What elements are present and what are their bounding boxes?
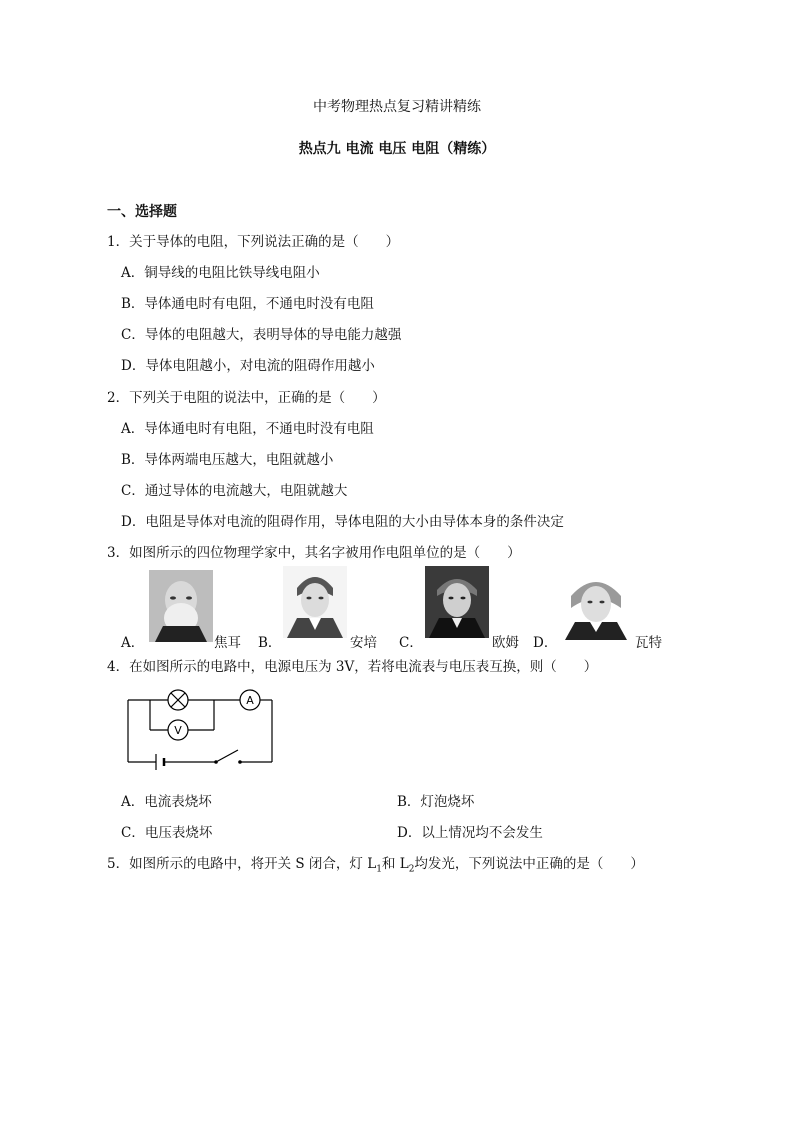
question-3-option-a-name: 焦耳 xyxy=(214,635,241,651)
question-3-option-b-letter: B． xyxy=(258,635,282,651)
question-4-option-a: A．电流表烧坏 xyxy=(121,794,212,810)
subscript-2: 2 xyxy=(408,864,415,875)
question-3-option-b-name: 安培 xyxy=(350,635,377,651)
question-2-option-a: A．导体通电时有电阻，不通电时没有电阻 xyxy=(121,421,374,437)
question-1-option-c: C．导体的电阻越大，表明导体的导电能力越强 xyxy=(121,327,402,343)
lamp-symbol xyxy=(168,690,188,710)
battery-symbol xyxy=(156,754,164,770)
question-3-stem: 3．如图所示的四位物理学家中，其名字被用作电阻单位的是（ ） xyxy=(107,545,521,561)
portrait-ampere-image xyxy=(283,566,347,638)
question-2-option-b: B．导体两端电压越大，电阻就越小 xyxy=(121,452,334,468)
ammeter-symbol xyxy=(240,690,260,710)
question-4-option-d: D．以上情况均不会发生 xyxy=(397,825,543,841)
question-4-stem: 4．在如图所示的电路中，电源电压为 3V，若将电流表与电压表互换，则（ ） xyxy=(107,659,598,675)
question-2-option-c: C．通过导体的电流越大，电阻就越大 xyxy=(121,483,348,499)
question-4-circuit-diagram xyxy=(120,680,280,780)
portrait-ohm-image xyxy=(425,566,489,638)
question-3-option-c-letter: C． xyxy=(399,635,423,651)
section-title: 一、选择题 xyxy=(107,204,177,220)
question-1-option-d: D．导体电阻越小，对电流的阻碍作用越小 xyxy=(121,358,375,374)
portrait-joule-image xyxy=(149,570,213,642)
page-subtitle: 热点九 电流 电压 电阻（精练） xyxy=(298,141,496,157)
question-3-option-d-letter: D． xyxy=(533,635,558,651)
voltmeter-label: V xyxy=(174,724,182,737)
question-2-option-d: D．电阻是导体对电流的阻碍作用，导体电阻的大小由导体本身的条件决定 xyxy=(121,514,564,530)
question-1-option-a: A．铜导线的电阻比铁导线电阻小 xyxy=(121,265,320,281)
voltmeter-symbol xyxy=(168,720,188,740)
question-1-option-b: B．导体通电时有电阻，不通电时没有电阻 xyxy=(121,296,374,312)
question-4-option-b: B．灯泡烧坏 xyxy=(397,794,475,810)
question-5-stem xyxy=(107,852,644,875)
question-3-option-c-name: 欧姆 xyxy=(492,635,519,651)
question-3-option-d-name: 瓦特 xyxy=(635,635,662,651)
subscript-1: 1 xyxy=(376,864,382,875)
question-5-stem-part-1: 5．如图所示的电路中，将开关 S 闭合，灯 L xyxy=(107,856,377,872)
question-1-stem: 1．关于导体的电阻，下列说法正确的是（ ） xyxy=(107,234,400,250)
question-4-option-c: C．电压表烧坏 xyxy=(121,825,213,841)
question-3-option-a-letter: A． xyxy=(121,635,145,651)
ammeter-label: A xyxy=(246,694,254,707)
portrait-watt-image xyxy=(559,568,633,640)
question-2-stem: 2．下列关于电阻的说法中，正确的是（ ） xyxy=(107,390,386,406)
question-5-stem-part-2: 和 L xyxy=(381,856,409,872)
page-title: 中考物理热点复习精讲精练 xyxy=(313,99,481,115)
question-5-stem-part-3: 均发光，下列说法中正确的是（ ） xyxy=(414,856,644,872)
